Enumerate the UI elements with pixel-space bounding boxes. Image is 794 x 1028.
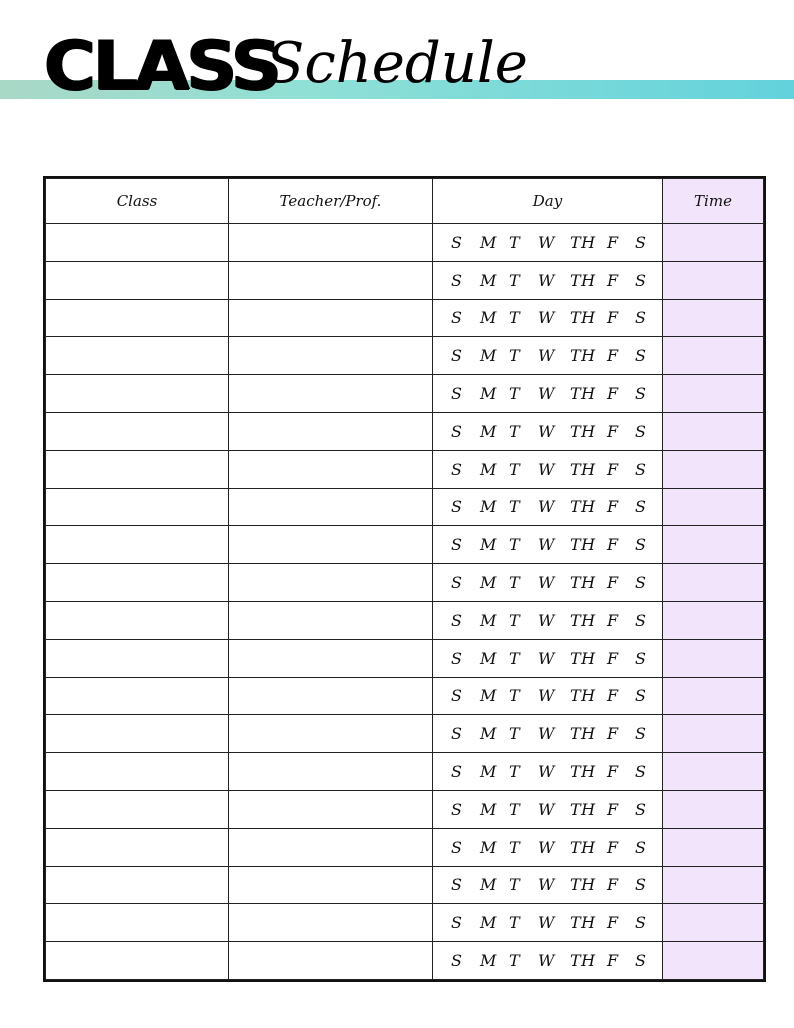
day-letter[interactable]: T [509, 270, 521, 290]
time-cell[interactable] [663, 261, 764, 299]
day-letters [433, 573, 662, 592]
day-letters [433, 951, 662, 970]
class-cell[interactable] [46, 753, 229, 791]
teacher-cell[interactable] [229, 866, 433, 904]
day-letter[interactable]: W [538, 270, 555, 290]
class-cell[interactable] [46, 299, 229, 337]
teacher-cell[interactable] [229, 942, 433, 980]
day-letter[interactable]: M [480, 724, 497, 744]
teacher-cell[interactable] [229, 337, 433, 375]
day-letter[interactable]: S [635, 232, 647, 252]
day-letters [433, 233, 662, 252]
teacher-cell[interactable] [229, 299, 433, 337]
day-letter[interactable]: T [509, 686, 521, 706]
day-letter[interactable]: S [451, 951, 463, 971]
time-cell[interactable] [663, 337, 764, 375]
day-letters [433, 724, 662, 743]
day-cell [433, 601, 663, 639]
table-row [46, 790, 764, 828]
day-letter[interactable]: S [635, 610, 647, 630]
day-letter[interactable]: TH [570, 232, 596, 252]
day-letter[interactable]: F [607, 648, 619, 668]
day-letter[interactable]: W [538, 610, 555, 630]
day-cell [433, 904, 663, 942]
day-letter[interactable]: M [480, 270, 497, 290]
day-letter[interactable]: S [451, 648, 463, 668]
day-letter[interactable]: S [451, 421, 463, 441]
time-cell[interactable] [663, 828, 764, 866]
day-letter[interactable]: F [607, 837, 619, 857]
table-row [46, 942, 764, 980]
table-row [46, 715, 764, 753]
day-letters [433, 422, 662, 441]
day-letter[interactable]: M [480, 837, 497, 857]
teacher-cell[interactable] [229, 375, 433, 413]
day-letter[interactable]: TH [570, 421, 596, 441]
day-letter[interactable]: T [509, 951, 521, 971]
day-letter[interactable]: S [635, 346, 647, 366]
day-letter[interactable]: S [635, 535, 647, 555]
class-cell[interactable] [46, 904, 229, 942]
day-letter[interactable]: M [480, 497, 497, 517]
day-letters [433, 686, 662, 705]
day-letter[interactable]: TH [570, 384, 596, 404]
day-letter[interactable]: TH [570, 724, 596, 744]
time-cell[interactable] [663, 601, 764, 639]
day-letter[interactable]: M [480, 573, 497, 593]
day-letter[interactable]: TH [570, 535, 596, 555]
teacher-cell[interactable] [229, 639, 433, 677]
day-letter[interactable]: S [635, 837, 647, 857]
day-cell [433, 224, 663, 262]
class-cell[interactable] [46, 677, 229, 715]
day-letter[interactable]: S [451, 459, 463, 479]
teacher-cell[interactable] [229, 564, 433, 602]
class-cell[interactable] [46, 337, 229, 375]
table-row [46, 601, 764, 639]
day-letter[interactable]: T [509, 762, 521, 782]
day-letter[interactable]: TH [570, 610, 596, 630]
day-letter[interactable]: TH [570, 459, 596, 479]
table-row [46, 828, 764, 866]
day-letter[interactable]: W [538, 308, 555, 328]
day-letter[interactable]: T [509, 573, 521, 593]
day-letter[interactable]: M [480, 951, 497, 971]
day-letter[interactable]: S [451, 913, 463, 933]
day-letter[interactable]: S [635, 724, 647, 744]
day-letter[interactable]: M [480, 610, 497, 630]
day-letter[interactable]: T [509, 346, 521, 366]
day-letter[interactable]: TH [570, 346, 596, 366]
day-letter[interactable]: W [538, 232, 555, 252]
day-letter[interactable]: S [451, 497, 463, 517]
day-cell [433, 564, 663, 602]
day-letters [433, 271, 662, 290]
day-letter[interactable]: T [509, 837, 521, 857]
day-letter[interactable]: T [509, 724, 521, 744]
table-row [46, 904, 764, 942]
table-row [46, 488, 764, 526]
day-letter[interactable]: F [607, 384, 619, 404]
day-letter[interactable]: S [451, 384, 463, 404]
day-letter[interactable]: F [607, 232, 619, 252]
day-letter[interactable]: T [509, 497, 521, 517]
class-cell[interactable] [46, 450, 229, 488]
day-letter[interactable]: S [635, 421, 647, 441]
day-letter[interactable]: S [635, 270, 647, 290]
table-row [46, 639, 764, 677]
time-cell[interactable] [663, 299, 764, 337]
day-letter[interactable]: T [509, 913, 521, 933]
day-letter[interactable]: F [607, 270, 619, 290]
teacher-cell[interactable] [229, 753, 433, 791]
day-letter[interactable]: M [480, 799, 497, 819]
time-cell[interactable] [663, 942, 764, 980]
class-cell[interactable] [46, 261, 229, 299]
class-cell[interactable] [46, 564, 229, 602]
time-cell[interactable] [663, 904, 764, 942]
day-letter[interactable]: F [607, 913, 619, 933]
page-title-schedule: Schedule [266, 31, 528, 96]
day-letter[interactable]: TH [570, 837, 596, 857]
day-letter[interactable]: W [538, 346, 555, 366]
day-cell [433, 753, 663, 791]
day-letter[interactable]: M [480, 459, 497, 479]
day-letter[interactable]: F [607, 421, 619, 441]
teacher-cell[interactable] [229, 450, 433, 488]
class-cell[interactable] [46, 601, 229, 639]
class-cell[interactable] [46, 488, 229, 526]
day-letter[interactable]: T [509, 459, 521, 479]
day-cell [433, 375, 663, 413]
schedule-table [45, 178, 764, 980]
table-row [46, 526, 764, 564]
day-letter[interactable]: S [635, 308, 647, 328]
day-letter[interactable]: S [451, 535, 463, 555]
day-letters [433, 649, 662, 668]
day-letter[interactable]: T [509, 384, 521, 404]
day-cell [433, 488, 663, 526]
day-letters [433, 762, 662, 781]
day-letters [433, 535, 662, 554]
day-letter[interactable]: T [509, 875, 521, 895]
day-letter[interactable]: M [480, 686, 497, 706]
day-letter[interactable]: W [538, 686, 555, 706]
day-letter[interactable]: W [538, 762, 555, 782]
teacher-cell[interactable] [229, 790, 433, 828]
day-letter[interactable]: S [635, 384, 647, 404]
column-header-day: Day [433, 179, 663, 224]
day-letter[interactable]: TH [570, 762, 596, 782]
day-letter[interactable]: M [480, 913, 497, 933]
day-letter[interactable]: S [451, 762, 463, 782]
day-cell [433, 677, 663, 715]
time-cell[interactable] [663, 677, 764, 715]
class-cell[interactable] [46, 715, 229, 753]
table-body [46, 224, 764, 980]
table-row [46, 261, 764, 299]
class-cell[interactable] [46, 790, 229, 828]
teacher-cell[interactable] [229, 526, 433, 564]
page-title-class: CLASS [44, 27, 279, 106]
teacher-cell[interactable] [229, 677, 433, 715]
day-letter[interactable]: S [635, 951, 647, 971]
class-cell[interactable] [46, 942, 229, 980]
day-letter[interactable]: F [607, 724, 619, 744]
column-header-teacher: Teacher/Prof. [229, 179, 433, 224]
day-letter[interactable]: S [451, 232, 463, 252]
teacher-cell[interactable] [229, 224, 433, 262]
teacher-cell[interactable] [229, 904, 433, 942]
day-letters [433, 308, 662, 327]
table-row [46, 677, 764, 715]
class-cell[interactable] [46, 639, 229, 677]
day-letter[interactable]: F [607, 762, 619, 782]
day-letters [433, 460, 662, 479]
day-letter[interactable]: W [538, 421, 555, 441]
day-letter[interactable]: W [538, 573, 555, 593]
day-letters [433, 497, 662, 516]
table-row [46, 866, 764, 904]
day-cell [433, 412, 663, 450]
day-letters [433, 346, 662, 365]
day-letter[interactable]: S [635, 875, 647, 895]
day-letter[interactable]: S [451, 837, 463, 857]
teacher-cell[interactable] [229, 412, 433, 450]
day-letter[interactable]: W [538, 951, 555, 971]
day-letter[interactable]: M [480, 421, 497, 441]
table-row [46, 564, 764, 602]
day-letter[interactable]: T [509, 610, 521, 630]
day-letters [433, 913, 662, 932]
day-letter[interactable]: M [480, 346, 497, 366]
day-letter[interactable]: S [451, 308, 463, 328]
day-cell [433, 942, 663, 980]
class-cell[interactable] [46, 224, 229, 262]
day-letter[interactable]: W [538, 648, 555, 668]
day-letter[interactable]: T [509, 799, 521, 819]
teacher-cell[interactable] [229, 261, 433, 299]
day-letter[interactable]: W [538, 875, 555, 895]
time-cell[interactable] [663, 564, 764, 602]
day-letter[interactable]: S [451, 686, 463, 706]
day-letter[interactable]: T [509, 535, 521, 555]
teacher-cell[interactable] [229, 715, 433, 753]
day-letter[interactable]: S [635, 686, 647, 706]
day-cell [433, 828, 663, 866]
table-row [46, 412, 764, 450]
column-header-class: Class [46, 179, 229, 224]
day-letter[interactable]: TH [570, 648, 596, 668]
day-letter[interactable]: TH [570, 686, 596, 706]
day-cell [433, 866, 663, 904]
teacher-cell[interactable] [229, 601, 433, 639]
table-row [46, 375, 764, 413]
day-letter[interactable]: S [635, 913, 647, 933]
day-letter[interactable]: M [480, 384, 497, 404]
time-cell[interactable] [663, 866, 764, 904]
time-cell[interactable] [663, 224, 764, 262]
day-letter[interactable]: T [509, 648, 521, 668]
day-letters [433, 800, 662, 819]
day-letter[interactable]: TH [570, 875, 596, 895]
teacher-cell[interactable] [229, 488, 433, 526]
time-cell[interactable] [663, 715, 764, 753]
time-cell[interactable] [663, 639, 764, 677]
day-cell [433, 299, 663, 337]
time-cell[interactable] [663, 450, 764, 488]
day-letter[interactable]: F [607, 459, 619, 479]
time-cell[interactable] [663, 753, 764, 791]
time-cell[interactable] [663, 488, 764, 526]
day-letter[interactable]: M [480, 535, 497, 555]
day-letter[interactable]: M [480, 648, 497, 668]
day-letter[interactable]: W [538, 384, 555, 404]
day-cell [433, 337, 663, 375]
time-cell[interactable] [663, 375, 764, 413]
day-cell [433, 261, 663, 299]
day-letter[interactable]: S [635, 497, 647, 517]
day-letter[interactable]: F [607, 573, 619, 593]
day-letter[interactable]: W [538, 837, 555, 857]
class-cell[interactable] [46, 412, 229, 450]
day-letter[interactable]: T [509, 308, 521, 328]
day-letters [433, 875, 662, 894]
table-header-row [46, 179, 764, 224]
day-letter[interactable]: S [451, 724, 463, 744]
day-letter[interactable]: S [635, 762, 647, 782]
day-letter[interactable]: S [635, 573, 647, 593]
time-cell[interactable] [663, 412, 764, 450]
day-letter[interactable]: F [607, 799, 619, 819]
day-letter[interactable]: S [635, 799, 647, 819]
day-letter[interactable]: M [480, 308, 497, 328]
day-cell [433, 790, 663, 828]
table-row [46, 337, 764, 375]
day-letter[interactable]: F [607, 346, 619, 366]
day-letter[interactable]: S [451, 573, 463, 593]
day-cell [433, 526, 663, 564]
column-header-time: Time [663, 179, 764, 224]
day-letter[interactable]: F [607, 875, 619, 895]
day-letter[interactable]: S [451, 346, 463, 366]
day-letter[interactable]: F [607, 686, 619, 706]
day-letter[interactable]: F [607, 951, 619, 971]
day-letter[interactable]: F [607, 308, 619, 328]
day-letter[interactable]: W [538, 724, 555, 744]
day-letter[interactable]: F [607, 610, 619, 630]
day-letters [433, 384, 662, 403]
day-letter[interactable]: S [451, 610, 463, 630]
teacher-cell[interactable] [229, 828, 433, 866]
class-cell[interactable] [46, 828, 229, 866]
day-cell [433, 639, 663, 677]
day-letter[interactable]: W [538, 913, 555, 933]
day-letter[interactable]: T [509, 232, 521, 252]
day-letters [433, 838, 662, 857]
time-cell[interactable] [663, 526, 764, 564]
day-letter[interactable]: TH [570, 951, 596, 971]
table-row [46, 450, 764, 488]
day-letter[interactable]: TH [570, 913, 596, 933]
day-letter[interactable]: M [480, 762, 497, 782]
day-letter[interactable]: M [480, 232, 497, 252]
table-row [46, 299, 764, 337]
day-cell [433, 450, 663, 488]
day-letter[interactable]: S [635, 648, 647, 668]
class-cell[interactable] [46, 526, 229, 564]
day-letter[interactable]: M [480, 875, 497, 895]
day-letter[interactable]: W [538, 497, 555, 517]
table-row [46, 224, 764, 262]
time-cell[interactable] [663, 790, 764, 828]
day-letter[interactable]: S [635, 459, 647, 479]
day-letter[interactable]: F [607, 535, 619, 555]
day-letter[interactable]: F [607, 497, 619, 517]
day-letter[interactable]: TH [570, 799, 596, 819]
day-letter[interactable]: TH [570, 573, 596, 593]
day-letter[interactable]: TH [570, 270, 596, 290]
class-cell[interactable] [46, 866, 229, 904]
day-letter[interactable]: W [538, 459, 555, 479]
day-letter[interactable]: TH [570, 497, 596, 517]
day-letter[interactable]: TH [570, 308, 596, 328]
class-cell[interactable] [46, 375, 229, 413]
day-letters [433, 611, 662, 630]
table-row [46, 753, 764, 791]
day-letter[interactable]: T [509, 421, 521, 441]
day-letter[interactable]: S [451, 875, 463, 895]
day-letter[interactable]: W [538, 535, 555, 555]
day-cell [433, 715, 663, 753]
day-letter[interactable]: W [538, 799, 555, 819]
day-letter[interactable]: S [451, 270, 463, 290]
day-letter[interactable]: S [451, 799, 463, 819]
